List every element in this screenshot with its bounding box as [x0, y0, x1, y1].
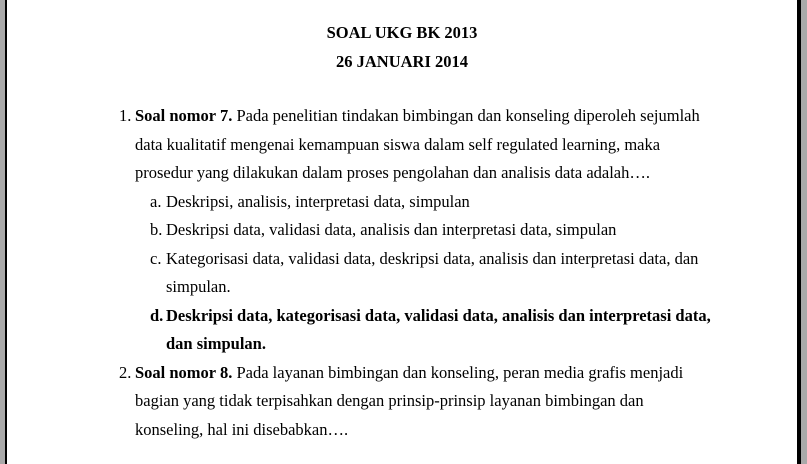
- option-letter: c.: [150, 248, 162, 268]
- option-list: [150, 188, 757, 359]
- document-page: [5, 0, 801, 464]
- option-letter: b.: [150, 220, 163, 239]
- option-text: Deskripsi data, validasi data, analisis dan interpretasi data, simpulan: [166, 220, 617, 239]
- question-statement: Pada penelitian tindakan bimbingan dan konseling diperoleh sejumlah data kualitatif mengenai kemampuan siswa dalam self regulated learning, maka prosedur yang dilakukan dalam proses pengolahan dan analisis data adalah….: [135, 106, 700, 182]
- document-date: 26 JANUARI 2014: [336, 51, 468, 71]
- question-item: [119, 102, 757, 359]
- option-letter: a.: [150, 191, 162, 211]
- question-label: Soal nomor 7.: [135, 106, 233, 125]
- question-text: [135, 102, 711, 188]
- option-item: [150, 188, 757, 217]
- document-title: SOAL UKG BK 2013: [326, 23, 478, 42]
- option-text: Deskripsi, analisis, interpretasi data, simpulan: [166, 191, 470, 211]
- option-item: [150, 245, 757, 302]
- option-letter: d.: [150, 305, 164, 325]
- document-header: [7, 0, 797, 76]
- question-number: 2.: [119, 362, 132, 382]
- question-label: Soal nomor 8.: [135, 362, 233, 382]
- option-item: [150, 216, 757, 245]
- option-text: Kategorisasi data, validasi data, deskripsi data, analisis dan interpretasi data, dan simpulan.: [166, 248, 699, 296]
- option-item: [150, 302, 757, 359]
- question-number: 1.: [119, 106, 132, 125]
- question-item: [119, 359, 757, 445]
- option-text: Deskripsi data, kategorisasi data, validasi data, analisis dan interpretasi data, dan simpulan.: [166, 305, 711, 353]
- question-body: [135, 102, 757, 359]
- question-text: [135, 359, 711, 445]
- question-list: [7, 102, 797, 464]
- question-statement: Pada layanan bimbingan dan konseling, peran media grafis menjadi bagian yang tidak terpisahkan dengan prinsip-prinsip layanan bimbingan dan konseling, hal ini disebabkan….: [135, 362, 684, 439]
- question-body: [135, 359, 757, 445]
